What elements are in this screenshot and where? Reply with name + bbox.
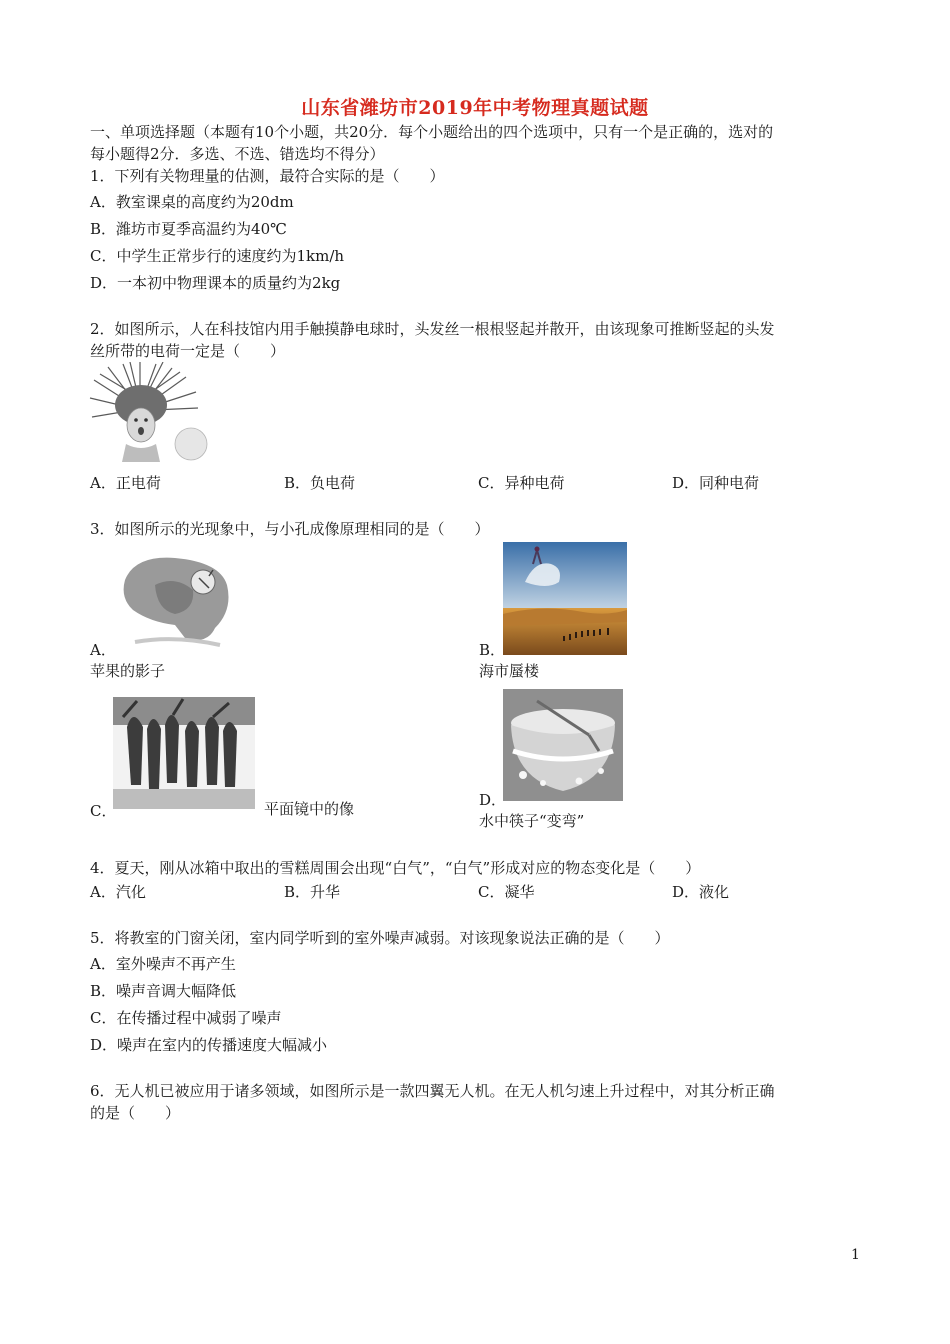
q3-option-b-caption: 海市蜃楼: [479, 662, 540, 680]
mirror-reflection-image: [113, 697, 255, 809]
q3-option-d-caption: 水中筷子“变弯”: [479, 812, 585, 830]
q3-option-c-caption: 平面镜中的像: [264, 800, 355, 818]
q5-option-b: B．噪声音调大幅降低: [90, 982, 237, 1000]
q1-option-a: A．教室课桌的高度约为20dm: [90, 193, 294, 211]
q4-option-b: B．升华: [284, 883, 341, 901]
q3-option-c-letter: C．: [90, 802, 117, 820]
page-title: 山东省潍坊市2019年中考物理真题试题: [301, 97, 649, 119]
q4-option-a: A．汽化: [90, 883, 146, 901]
q2-option-a: A．正电荷: [90, 474, 161, 492]
q4-option-d: D．液化: [672, 883, 730, 901]
section-intro-line-2: 每小题得2分．多选、不选、错选均不得分）: [90, 145, 385, 163]
q5-option-d: D．噪声在室内的传播速度大幅减小: [90, 1036, 328, 1054]
q2-option-c: C．异种电荷: [478, 474, 565, 492]
chopsticks-in-water-image: [503, 689, 623, 801]
q1-option-c: C．中学生正常步行的速度约为1km/h: [90, 247, 345, 265]
mirage-image: [503, 542, 627, 655]
q5-option-a: A．室外噪声不再产生: [90, 955, 236, 973]
q2-stem-line-1: 2．如图所示，人在科技馆内用手触摸静电球时，头发丝一根根竖起并散开，由该现象可推断竖起的头发: [90, 320, 775, 338]
apple-shadow-image: [115, 550, 245, 650]
q4-stem: 4．夏天，刚从冰箱中取出的雪糕周围会出现“白气”，“白气”形成对应的物态变化是（ ）: [90, 859, 701, 877]
q6-stem-line-1: 6．无人机已被应用于诸多领域，如图所示是一款四翼无人机。在无人机匀速上升过程中，对其分析正确: [90, 1082, 775, 1100]
q3-option-a-caption: 苹果的影子: [90, 662, 166, 680]
q3-option-d-letter: D．: [479, 791, 507, 809]
q6-stem-line-2: 的是（ ）: [90, 1104, 181, 1122]
q3-option-b-letter: B．: [479, 641, 506, 659]
q1-option-d: D．一本初中物理课本的质量约为2kg: [90, 274, 341, 292]
q5-stem: 5．将教室的门窗关闭，室内同学听到的室外噪声减弱。对该现象说法正确的是（ ）: [90, 929, 670, 947]
q4-option-c: C．凝华: [478, 883, 535, 901]
q1-option-b: B．潍坊市夏季高温约为40℃: [90, 220, 287, 238]
static-hair-image: [88, 362, 210, 462]
q2-stem-line-2: 丝所带的电荷一定是（ ）: [90, 342, 286, 360]
q2-option-b: B．负电荷: [284, 474, 356, 492]
q3-stem: 3．如图所示的光现象中，与小孔成像原理相同的是（ ）: [90, 520, 490, 538]
q5-option-c: C．在传播过程中减弱了噪声: [90, 1009, 282, 1027]
q2-option-d: D．同种电荷: [672, 474, 760, 492]
section-intro-line-1: 一、单项选择题（本题有10个小题，共20分．每个小题给出的四个选项中，只有一个是正确的，选对的: [90, 123, 774, 141]
q1-stem: 1．下列有关物理量的估测，最符合实际的是（ ）: [90, 167, 445, 185]
page-number: 1: [851, 1247, 860, 1263]
q3-option-a-letter: A．: [90, 641, 116, 659]
